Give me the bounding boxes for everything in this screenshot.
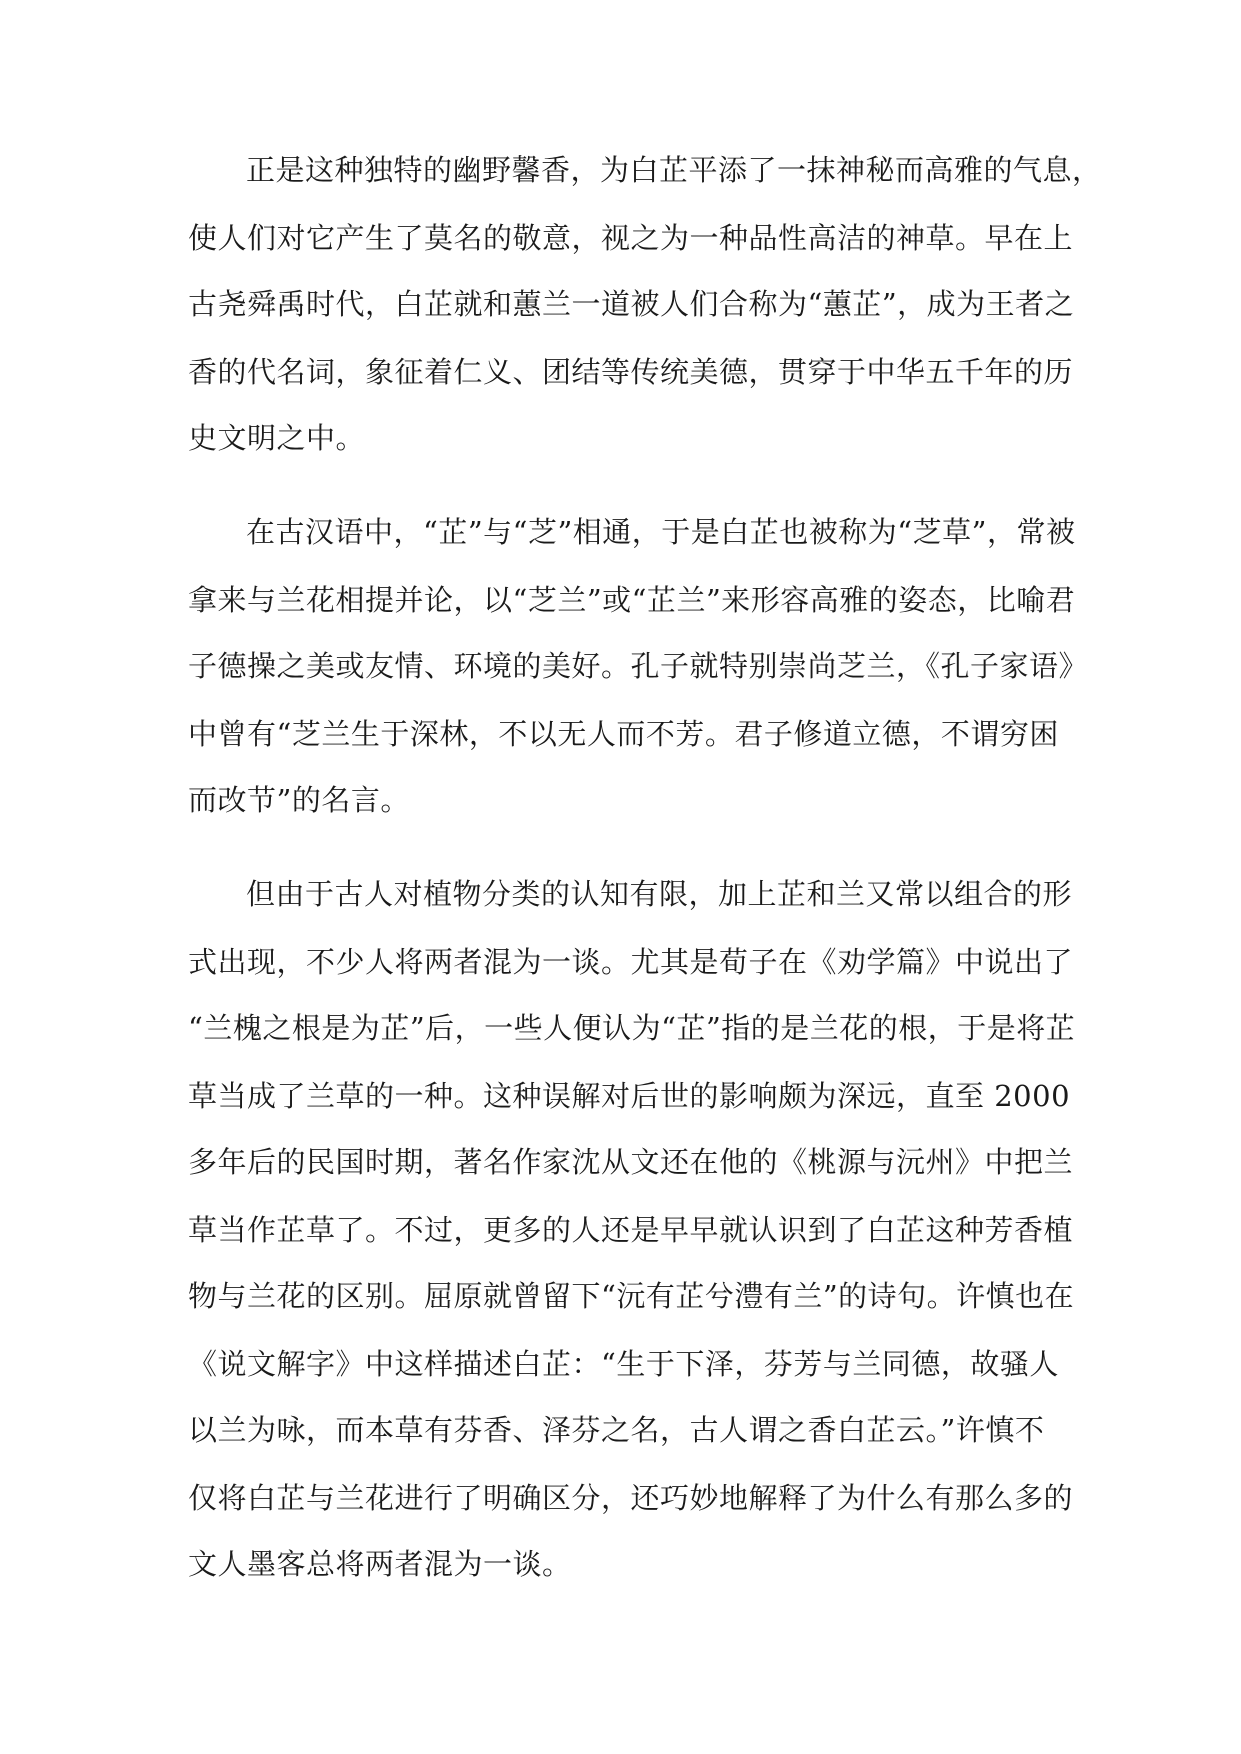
text-line: 文人墨客总将两者混为一谈。 [188, 1547, 572, 1581]
text-line: 在古汉语中，“芷”与“芝”相通，于是白芷也被称为“芝草”，常被 [246, 515, 1076, 549]
text-line: 史文明之中。 [188, 421, 366, 455]
text-line: 而改节”的名言。 [188, 783, 410, 817]
text-line: 拿来与兰花相提并论，以“芝兰”或“芷兰”来形容高雅的姿态，比喻君 [188, 583, 1076, 617]
text-line: 香的代名词，象征着仁义、团结等传统美德，贯穿于中华五千年的历 [188, 355, 1074, 389]
text-line: 以兰为咏，而本草有芬香、泽芬之名，古人谓之香白芷云。”许慎不 [188, 1413, 1045, 1447]
text-line: 草当成了兰草的一种。这种误解对后世的影响颇为深远，直至 2000 [188, 1079, 1071, 1113]
text-line: 《说文解字》中这样描述白芷：“生于下泽，芬芳与兰同德，故骚人 [188, 1347, 1059, 1381]
text-line: “兰槐之根是为芷”后，一些人便认为“芷”指的是兰花的根，于是将芷 [188, 1011, 1076, 1045]
text-line: 正是这种独特的幽野馨香，为白芷平添了一抹神秘而高雅的气息， [246, 153, 1102, 187]
text-line: 使人们对它产生了莫名的敬意，视之为一种品性高洁的神草。早在上 [188, 221, 1074, 255]
text-line: 子德操之美或友情、环境的美好。孔子就特别崇尚芝兰，《孔子家语》 [188, 649, 1089, 683]
text-line: 仅将白芷与兰花进行了明确区分，还巧妙地解释了为什么有那么多的 [188, 1481, 1074, 1515]
text-line: 中曾有“芝兰生于深林，不以无人而不芳。君子修道立德，不谓穷困 [188, 717, 1059, 751]
text-line: 多年后的民国时期，著名作家沈从文还在他的《桃源与沅州》中把兰 [188, 1145, 1074, 1179]
text-line: 物与兰花的区别。屈原就曾留下“沅有芷兮澧有兰”的诗句。许慎也在 [188, 1279, 1075, 1313]
text-line: 但由于古人对植物分类的认知有限，加上芷和兰又常以组合的形 [246, 877, 1073, 911]
text-line: 草当作芷草了。不过，更多的人还是早早就认识到了白芷这种芳香植 [188, 1213, 1074, 1247]
text-line: 古尧舜禹时代，白芷就和蕙兰一道被人们合称为“蕙芷”，成为王者之 [188, 287, 1075, 321]
text-line: 式出现，不少人将两者混为一谈。尤其是荀子在《劝学篇》中说出了 [188, 945, 1074, 979]
